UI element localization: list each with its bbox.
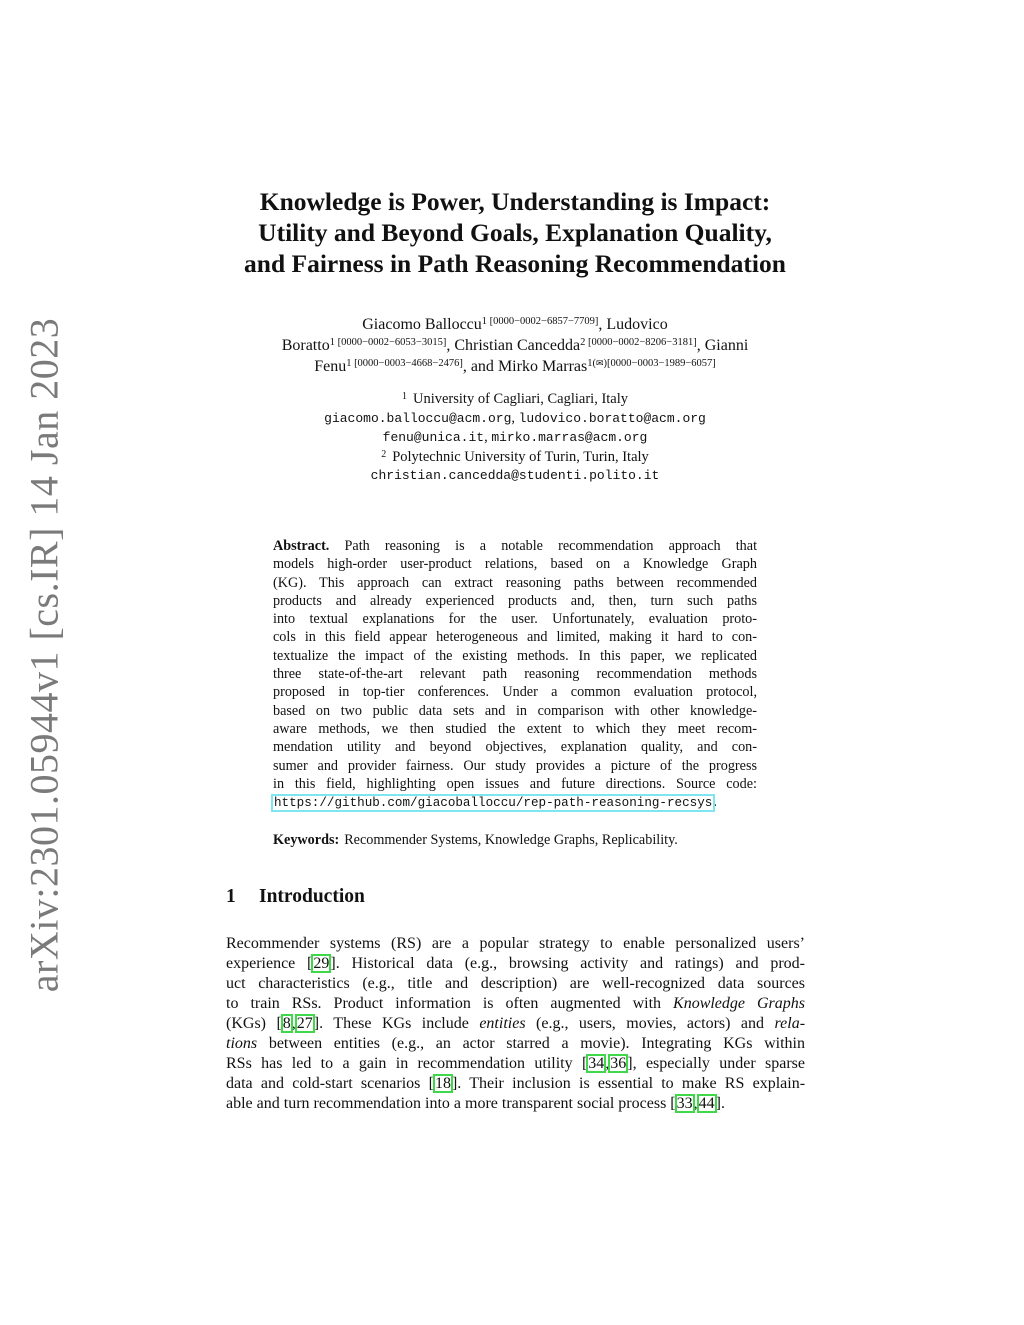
body-line: (KGs) [8,27]. These KGs include entities (e.g., users, movies, actors) and rela- xyxy=(226,1015,806,1032)
citation-link[interactable]: 36 xyxy=(610,1055,627,1072)
citation-link[interactable]: 44 xyxy=(698,1095,715,1112)
body-line: data and cold-start scenarios [18]. Their inclusion is essential to make RS explain- xyxy=(226,1075,806,1092)
body-line: RSs has led to a gain in recommendation utility [34,36], especially under sparse xyxy=(226,1055,806,1072)
abstract-line: proposed in top-tier conferences. Under a common evaluation protocol, xyxy=(273,684,757,701)
citation-link[interactable]: 29 xyxy=(313,955,330,972)
section-title: Introduction xyxy=(259,886,365,907)
email-link[interactable]: mirko.marras@acm.org xyxy=(491,430,648,445)
email-link[interactable]: ludovico.boratto@acm.org xyxy=(518,410,706,426)
affiliation-name: Polytechnic University of Turin, Turin, Italy xyxy=(392,448,649,465)
abstract-line: into textual explanations for the user. Unfortunately, evaluation proto- xyxy=(273,611,757,628)
abstract-line: three state-of-the-art relevant path reasoning recommendation methods xyxy=(273,666,757,683)
abstract-line: mendation utility and beyond objectives, explanation quality, and con- xyxy=(273,739,757,756)
abstract-line: cols in this field appear heterogeneous and limited, making it hard to con- xyxy=(273,629,757,646)
orcid-id: 2 [0000−0002−8206−3181] xyxy=(580,337,697,348)
keywords-text: Recommender Systems, Knowledge Graphs, Replicability. xyxy=(344,832,678,848)
citation-link[interactable]: 33 xyxy=(676,1095,693,1112)
orcid-id: 1( xyxy=(587,358,596,369)
body-line: tions between entities (e.g., an actor starred a movie). Integrating KGs within xyxy=(226,1035,806,1052)
abstract-line: textualize the impact of the existing methods. In this paper, we replicated xyxy=(273,647,757,664)
author-name: Mirko Marras xyxy=(497,358,588,375)
orcid-id: 1 [0000−0003−4668−2476] xyxy=(346,358,463,369)
paper-title xyxy=(200,186,830,279)
section-number: 1 xyxy=(226,886,236,907)
citation-link[interactable]: 27 xyxy=(296,1015,313,1032)
abstract-line: (KG). This approach can extract reasoning paths between recommended xyxy=(273,574,757,591)
source-code-link[interactable]: https://github.com/giacoballoccu/rep-path-reasoning-recsys xyxy=(274,796,713,811)
keywords xyxy=(273,832,757,849)
abstract-label: Abstract. xyxy=(273,538,330,554)
body-line: experience [29]. Historical data (e.g., browsing activity and ratings) and prod- xyxy=(226,955,805,972)
abstract-line: in this field, highlighting open issues and future directions. Source code: xyxy=(273,775,757,792)
body-line: uct characteristics (e.g., title and description) are well-recognized data sources xyxy=(226,975,805,992)
citation-link[interactable]: 18 xyxy=(434,1075,451,1092)
arxiv-side-identifier: arXiv:2301.05944v1 [cs.IR] 14 Jan 2023 xyxy=(21,317,67,993)
title-line: Utility and Beyond Goals, Explanation Quality, xyxy=(258,218,772,247)
citation-link[interactable]: 34 xyxy=(588,1055,605,1072)
abstract-line: based on two public data sets and in comparison with other knowledge- xyxy=(273,702,757,719)
orcid-id: 1 [0000−0002−6053−3015] xyxy=(329,337,447,348)
affiliations: $^1$ University of Cagliari, Cagliari, Italy giacomo.balloccu@acm.org, ludovico.boratto@acm.org fenu@unica.it, mirko.marras@acm.org $^2$ Polytechnic University of Turin, Turin, Italy christian.cancedda@studenti.polito.it xyxy=(324,391,706,483)
section-heading xyxy=(226,886,365,908)
introduction-text xyxy=(226,934,805,1114)
body-line: able and turn recommendation into a more transparent social process [33,44]. xyxy=(226,1095,725,1112)
body-line: to train RSs. Product information is often augmented with Knowledge Graphs xyxy=(226,995,806,1012)
author-name: Gianni xyxy=(704,337,749,354)
abstract-line: models high-order user-product relations, based on a Knowledge Graph xyxy=(273,556,757,573)
author-name: Fenu xyxy=(314,358,347,375)
affiliation-number: 2 xyxy=(381,448,387,460)
abstract-line: sumer and provider fairness. Our study provides a picture of the progress xyxy=(273,757,757,774)
envelope-icon: ✉ xyxy=(596,359,604,369)
email-link[interactable]: fenu@unica.it xyxy=(382,430,485,445)
title-line: Knowledge is Power, Understanding is Impact: xyxy=(259,187,771,216)
title-line: and Fairness in Path Reasoning Recommendation xyxy=(244,249,786,278)
author-name: Christian Cancedda xyxy=(454,337,581,354)
keywords-label: Keywords: xyxy=(273,832,340,848)
orcid-id: 1 [0000−0002−6857−7709] xyxy=(481,316,599,327)
email-link[interactable]: christian.cancedda@studenti.polito.it xyxy=(370,468,660,483)
abstract: Abstract. Path reasoning is a notable recommendation approach that models high-order user-product relations, based on a Knowledge Graph (KG). This approach can extract reasoning paths between recommended products and already experienced products and, then, turn such paths into textual explanations for the user. Unfortunately, evaluation proto- cols in this field appear heterogeneous and limited, making it hard to con- textualize the impact of the existing methods. In this paper, we replicated three state-of-the-art relevant path reasoning recommendation methods proposed in top-tier conferences. Under a common evaluation protocol, based on two public data sets and in comparison with other knowledge- aware methods, we then studied the extent to which they meet recom- mendation utility and beyond objectives, explanation quality, and con- sumer and provider fairness. Our study provides a picture of the progress in this field, highlighting open issues and future directions. Source code: https://github.com/giacoballoccu/rep-path-reasoning-recsys. xyxy=(273,538,758,811)
orcid-id: )[0000−0003−1989−6057] xyxy=(603,358,716,369)
abstract-line: aware methods, we then studied the extent to which they meet recom- xyxy=(273,720,757,737)
abstract-line: products and already experienced products and, then, turn such paths xyxy=(273,592,757,609)
affiliation-name: University of Cagliari, Cagliari, Italy xyxy=(412,391,629,407)
affiliation-number: 1 xyxy=(401,391,407,402)
author-name: Boratto xyxy=(281,337,330,354)
email-link[interactable]: giacomo.balloccu@acm.org xyxy=(324,410,512,426)
body-line: Recommender systems (RS) are a popular strategy to enable personalized users’ xyxy=(226,935,805,952)
author-name: Giacomo Balloccu xyxy=(362,316,482,333)
author-list: Giacomo Balloccu$^{1 [0000-0002-6857-7709]}$, Ludovico Boratto$^{1 [0000-0002-6053-3015]}$, Christian Cancedda$^{2 [0000-0002-8206-3181]}$, Gianni Fenu$^{1 [0000-0003-4668-2476]}$, and Mirko Marras$^{1(✉)[0000-0003-1989-6057]}$ xyxy=(281,316,749,375)
citation-link[interactable]: 8 xyxy=(282,1015,291,1032)
author-name: Ludovico xyxy=(606,316,668,333)
